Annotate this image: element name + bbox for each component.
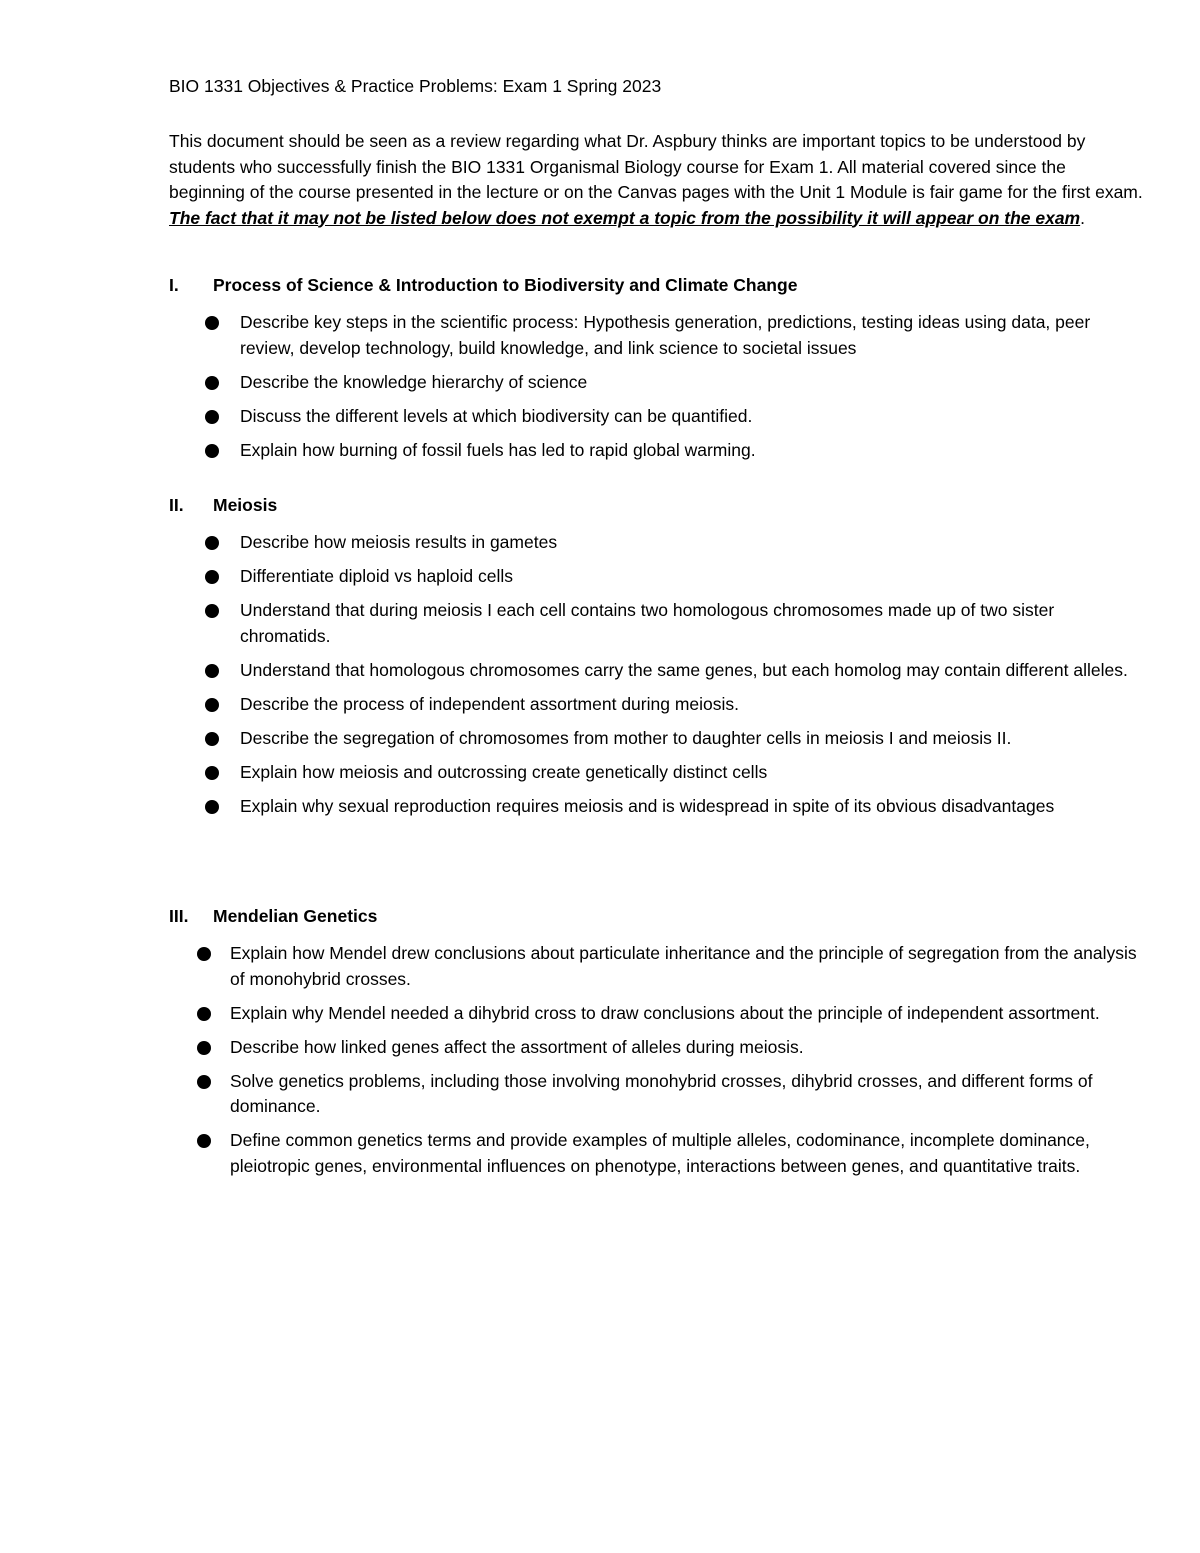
objective-text: Understand that during meiosis I each cell contains two homologous chromosomes made up of two sister chromatids. — [240, 600, 1055, 646]
section-heading — [169, 493, 1144, 517]
objective-list — [169, 941, 1144, 1179]
objective-text: Describe the segregation of chromosomes from mother to daughter cells in meiosis I and meiosis II. — [240, 727, 1012, 748]
objective-text: Explain why Mendel needed a dihybrid cross to draw conclusions about the principle of independent assortment. — [230, 1002, 1100, 1023]
filled-circle-icon — [205, 766, 219, 780]
filled-circle-icon — [205, 664, 219, 678]
list-item — [169, 598, 1144, 649]
objective-text: Explain why sexual reproduction requires meiosis and is widespread in spite of its obvious disadvantages — [240, 795, 1055, 816]
filled-circle-icon — [205, 316, 219, 330]
objective-text: Describe key steps in the scientific process: Hypothesis generation, predictions, testing ideas using data, peer review, develop technology, build knowledge, and link science to societal issues — [240, 312, 1091, 358]
list-item — [169, 370, 1144, 396]
section-title: Mendelian Genetics — [213, 906, 378, 926]
filled-circle-icon — [205, 570, 219, 584]
filled-circle-icon — [197, 1075, 211, 1089]
filled-circle-icon — [205, 376, 219, 390]
list-item — [169, 726, 1144, 752]
intro-paragraph — [169, 129, 1144, 231]
filled-circle-icon — [197, 1134, 211, 1148]
filled-circle-icon — [197, 947, 211, 961]
list-item — [169, 310, 1144, 361]
objective-text: Explain how meiosis and outcrossing create genetically distinct cells — [240, 761, 768, 782]
objective-text: Explain how Mendel drew conclusions about particulate inheritance and the principle of segregation from the analysis of monohybrid crosses. — [230, 943, 1137, 989]
intro-trailing: . — [1080, 207, 1085, 228]
filled-circle-icon — [205, 800, 219, 814]
objective-text: Discuss the different levels at which biodiversity can be quantified. — [240, 405, 753, 426]
section-heading — [169, 273, 1144, 297]
section-numeral: I. — [169, 275, 179, 295]
document-title: BIO 1331 Objectives & Practice Problems: Exam 1 Spring 2023 — [169, 76, 662, 96]
list-item — [169, 564, 1144, 590]
section-numeral: II. — [169, 495, 184, 515]
objective-text: Define common genetics terms and provide examples of multiple alleles, codominance, incomplete dominance, pleiotropic genes, environmental influences on phenotype, interactions between genes, and quantitative traits. — [230, 1130, 1090, 1176]
section-heading — [169, 904, 1144, 928]
objective-text: Explain how burning of fossil fuels has led to rapid global warming. — [240, 439, 756, 460]
objective-text: Solve genetics problems, including those involving monohybrid crosses, dihybrid crosses, and different forms of dominance. — [230, 1070, 1093, 1116]
list-item — [169, 760, 1144, 786]
section-mendelian-genetics — [169, 904, 1144, 1179]
filled-circle-icon — [205, 410, 219, 424]
list-item — [169, 1035, 1144, 1061]
list-item — [169, 1069, 1144, 1120]
filled-circle-icon — [205, 698, 219, 712]
filled-circle-icon — [205, 444, 219, 458]
list-item — [169, 1128, 1144, 1179]
section-numeral: III. — [169, 906, 189, 926]
list-item — [169, 658, 1144, 684]
objective-text: Describe the process of independent assortment during meiosis. — [240, 693, 740, 714]
intro-emphasis: The fact that it may not be listed below does not exempt a topic from the possibility it will appear on the exam — [169, 207, 1081, 228]
section-meiosis — [169, 493, 1144, 819]
objective-text: Describe how meiosis results in gametes — [240, 532, 558, 552]
section-process-of-science — [169, 273, 1144, 463]
objective-text: Describe how linked genes affect the assortment of alleles during meiosis. — [230, 1036, 804, 1057]
list-item — [169, 941, 1144, 992]
section-title: Meiosis — [213, 495, 278, 515]
list-item — [169, 404, 1144, 430]
filled-circle-icon — [197, 1007, 211, 1021]
intro-text: This document should be seen as a review regarding what Dr. Aspbury thinks are important topics to be understood by students who successfully finish the BIO 1331 Organismal Biology course for Exam 1. All material covered since the beginning of the course presented in the lecture or on the Canvas pages with the Unit 1 Module is fair game for the first exam. — [169, 131, 1143, 202]
list-item — [169, 438, 1144, 464]
filled-circle-icon — [205, 604, 219, 618]
filled-circle-icon — [205, 536, 219, 550]
section-title: Process of Science & Introduction to Biodiversity and Climate Change — [213, 275, 798, 295]
list-item — [169, 692, 1144, 718]
list-item — [169, 530, 1144, 556]
objective-text: Describe the knowledge hierarchy of science — [240, 371, 588, 392]
list-item — [169, 794, 1144, 820]
filled-circle-icon — [205, 732, 219, 746]
objective-text: Differentiate diploid vs haploid cells — [240, 566, 514, 586]
filled-circle-icon — [197, 1041, 211, 1055]
objective-list — [169, 530, 1144, 819]
objective-text: Understand that homologous chromosomes carry the same genes, but each homolog may contain different alleles. — [240, 659, 1128, 680]
list-item — [169, 1001, 1144, 1027]
objective-list — [169, 310, 1144, 463]
